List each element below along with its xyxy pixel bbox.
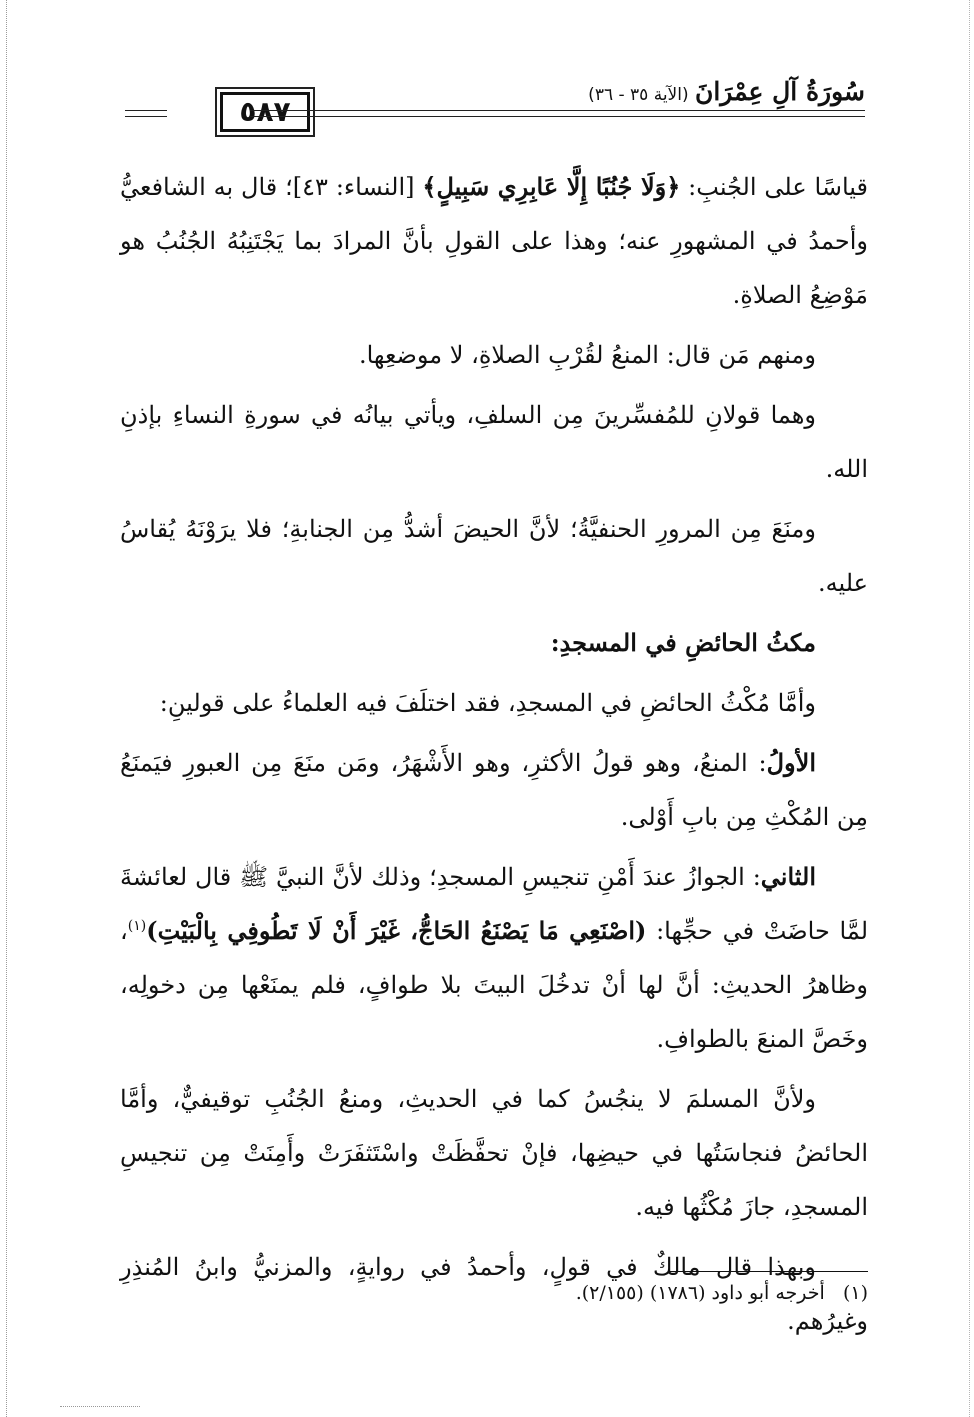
footnote-marker: (١) bbox=[842, 1282, 868, 1304]
main-text bbox=[120, 160, 868, 1354]
running-head bbox=[580, 77, 865, 107]
ayah-range: (الآية ٣٥ - ٣٦) bbox=[588, 85, 689, 105]
paragraph bbox=[120, 388, 868, 496]
heading-text: مكثُ الحائضِ في المسجدِ: bbox=[550, 628, 816, 657]
header-rule-left-thin bbox=[125, 116, 167, 117]
section-heading bbox=[120, 616, 868, 670]
paragraph bbox=[120, 502, 868, 610]
text-run: ومنهم مَن قال: المنعُ لقُرْبِ الصلاةِ، لا موضعِها. bbox=[358, 341, 816, 369]
page-number-badge bbox=[165, 86, 365, 138]
footnote-rule bbox=[668, 1271, 868, 1272]
emphasis-text: الثاني bbox=[760, 862, 816, 891]
emphasis-text: الأولُ bbox=[766, 748, 816, 777]
paragraph bbox=[120, 1072, 868, 1234]
header-rule-left bbox=[125, 110, 167, 111]
footnote bbox=[120, 1278, 868, 1308]
page-number-frame bbox=[215, 87, 314, 137]
surah-title: سُورَةُ آلِ عِمْرَانَ bbox=[694, 77, 865, 106]
scan-edge-right bbox=[969, 0, 974, 1417]
text-run: وأمَّا مُكْثُ الحائضِ في المسجدِ، فقد اختلَفَ فيه العلماءُ على قولينِ: bbox=[159, 689, 816, 717]
text-run: ومنَعَ مِن المرورِ الحنفيَّةُ؛ لأنَّ الحيضَ أشدُّ مِن الجنابةِ؛ فلا يرَوْنَهُ يُقاسُ عليه. bbox=[120, 515, 868, 597]
text-run: وهما قولانِ للمُفسِّرينَ مِن السلفِ، ويأتي بيانُه في سورةِ النساءِ بإذنِ الله. bbox=[120, 401, 868, 483]
text-run: وبهذا قال مالكٌ في قولٍ، وأحمدُ في روايةٍ، والمزنيُّ وابنُ المُنذِرِ وغيرُهم. bbox=[120, 1253, 868, 1335]
page-header bbox=[125, 77, 865, 140]
scan-edge-left bbox=[0, 0, 7, 1417]
paragraph bbox=[120, 328, 868, 382]
paragraph bbox=[120, 160, 868, 322]
text-run: : المنعُ، وهو قولُ الأكثرِ، وهو الأَشْهَرُ، ومَن منَعَ مِن العبورِ فيَمنَعُ مِن المُكْثِ مِن بابِ أَوْلى. bbox=[120, 749, 868, 831]
paragraph bbox=[120, 736, 868, 844]
paragraph bbox=[120, 850, 868, 1066]
header-rule-right-thin bbox=[250, 116, 865, 117]
text-run: : الجوازُ عندَ أَمْنِ تنجيسِ المسجدِ؛ وذلك لأنَّ النبيَّ ﷺ قال لعائشةَ لمَّا حاضَتْ في حجِّها: bbox=[120, 863, 868, 945]
paragraph bbox=[120, 676, 868, 730]
footnote-ref: (١) bbox=[127, 918, 147, 934]
text-run: قياسًا على الجُنبِ: bbox=[680, 173, 869, 201]
header-rule-right bbox=[250, 110, 865, 111]
footnote-text: أخرجه أبو داود (١٧٨٦) (٢/١٥٥). bbox=[575, 1282, 825, 1304]
scan-edge-bottom bbox=[60, 1406, 140, 1411]
emphasis-text: (اصْنَعِي مَا يَصْنَعُ الحَاجُّ، غَيْرَ أَنْ لَا تَطُوفِي بِالْبَيْتِ) bbox=[146, 916, 647, 945]
text-run: ، وظاهرُ الحديثِ: أنَّ لها أنْ تدخُلَ البيتَ بلا طوافٍ، فلم يمنَعْها مِن دخولِه، وخَصَّ المنعَ بالطوافِ. bbox=[120, 917, 868, 1053]
page-number: ٥٨٧ bbox=[220, 92, 309, 132]
text-run: [النساء: ٤٣]؛ قال به الشافعيُّ وأحمدُ في المشهورِ عنه؛ وهذا على القولِ بأنَّ المرادَ بما يَجْتَنِبُهُ الجُنُبُ هو مَوْضِعُ الصلاةِ. bbox=[120, 173, 868, 309]
text-run: ولأنَّ المسلمَ لا ينجُسُ كما في الحديثِ، ومنعُ الجُنُبِ توقيفيٌّ، وأمَّا الحائضُ فنجاسَتُها في حيضِها، فإنْ تحفَّظَتْ واسْتَثفَرَتْ وأَمِنَتْ مِن تنجيسِ المسجدِ، جازَ مُكْثُها فيه. bbox=[120, 1085, 868, 1221]
quran-quote: ﴿وَلَا جُنُبًا إِلَّا عَابِرِي سَبِيلٍ﴾ bbox=[422, 172, 681, 201]
